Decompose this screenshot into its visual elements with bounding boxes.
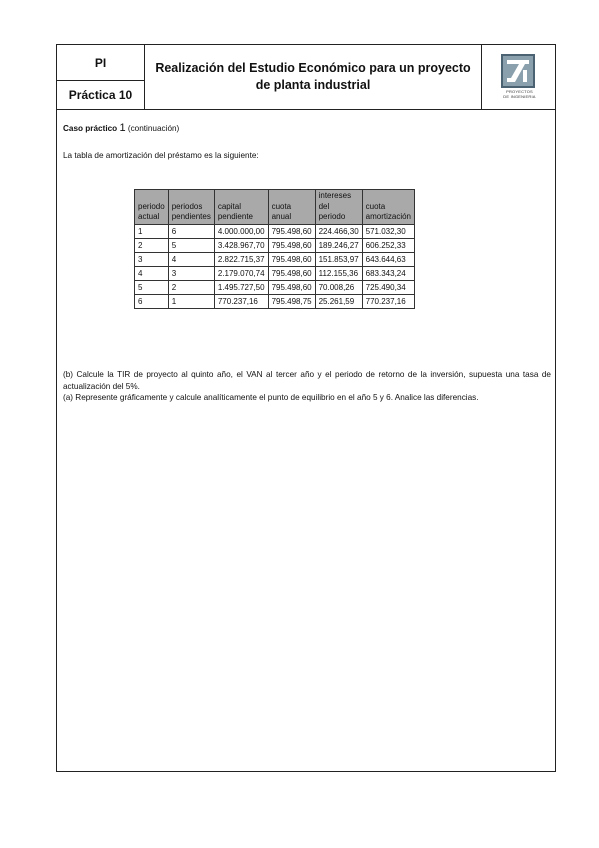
question-b: (b) Calcule la TIR de proyecto al quinto año, el VAN al tercer año y el periodo de retorno de la inversión, supuesta una tasa de actualización del 5%. xyxy=(63,370,551,391)
table-row: 6 1 770.237,16 795.498,75 25.261,59 770.237,16 xyxy=(135,294,415,308)
case-heading: Caso práctico 1 (continuación) xyxy=(63,122,180,134)
logo xyxy=(481,45,556,109)
col-header: periodo actual xyxy=(135,190,169,225)
table-header-row xyxy=(135,190,415,225)
page-frame xyxy=(56,44,556,772)
table-row: 3 4 2.822.715,37 795.498,60 151.853,97 643.644,63 xyxy=(135,252,415,266)
header-divider xyxy=(57,109,555,110)
question-a: (a) Represente gráficamente y calcule analíticamente el punto de equilibrio en el año 5 y 6. Analice las diferencias. xyxy=(63,393,479,402)
content xyxy=(63,123,549,161)
pi-logo-icon xyxy=(501,54,535,88)
col-header: capital pendiente xyxy=(214,190,268,225)
col-header: intereses del periodo xyxy=(315,190,362,225)
col-header: cuota anual xyxy=(268,190,315,225)
table-row: 4 3 2.179.070,74 795.498,60 112.155,36 683.343,24 xyxy=(135,266,415,280)
practice-number: Práctica 10 xyxy=(57,81,145,109)
table-row: 2 5 3.428.967,70 795.498,60 189.246,27 606.252,33 xyxy=(135,238,415,252)
table-row: 5 2 1.495.727,50 795.498,60 70.008,26 725.490,34 xyxy=(135,280,415,294)
subject-code: PI xyxy=(57,45,145,81)
logo-caption: PROYECTOS DE INGENIERIA xyxy=(503,89,536,99)
table-row: 1 6 4.000.000,00 795.498,60 224.466,30 571.032,30 xyxy=(135,224,415,238)
amortization-table xyxy=(134,189,415,309)
questions xyxy=(63,369,551,404)
document-title: Realización del Estudio Económico para un proyecto de planta industrial xyxy=(155,61,471,92)
intro-text: La tabla de amortización del préstamo es la siguiente: xyxy=(63,151,259,160)
col-header: periodos pendientes xyxy=(168,190,214,225)
col-header: cuota amortización xyxy=(362,190,414,225)
